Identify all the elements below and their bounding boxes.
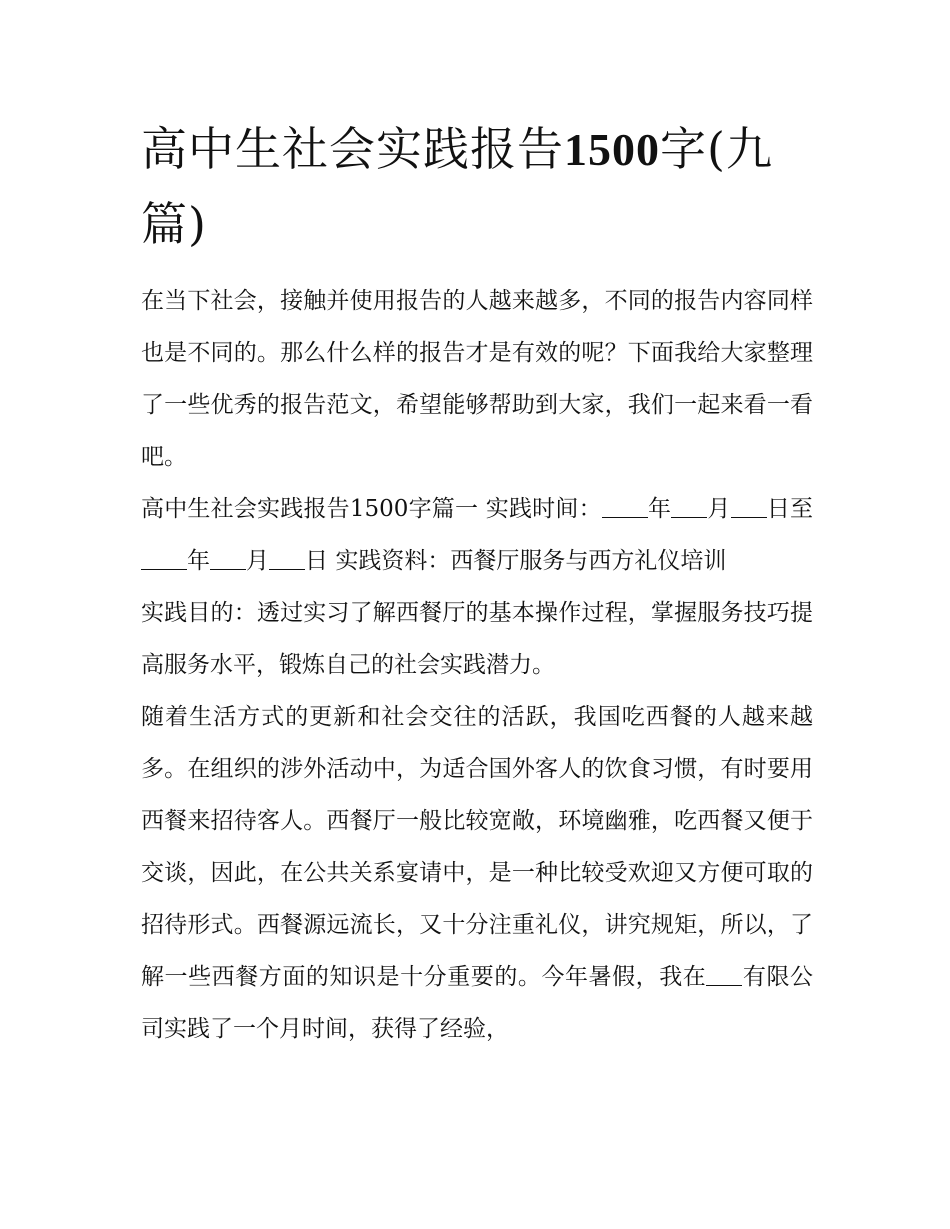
start-day-blank (731, 494, 767, 518)
company-name-blank (706, 962, 742, 986)
end-day-unit: 日 (305, 548, 328, 574)
start-day-unit: 日 (766, 496, 791, 522)
practice-material: 实践资料：西餐厅服务与西方礼仪培训 (335, 548, 727, 574)
section-one-paragraph (141, 483, 813, 587)
start-year-unit: 年 (647, 496, 672, 522)
end-year-blank (141, 546, 187, 570)
title-suffix: 字(九篇) (141, 122, 773, 251)
end-year-unit: 年 (187, 548, 210, 574)
body-text-before-blank: 随着生活方式的更新和社会交往的活跃，我国吃西餐的人越来越多。在组织的涉外活动中，为适合国外客人的饮食习惯，有时要用西餐来招待客人。西餐厅一般比较宽敞，环境幽雅，吃西餐又便于交谈，因此，在公共关系宴请中，是一种比较受欢迎又方便可取的招待形式。西餐源远流长，又十分注重礼仪，讲究规矩，所以，了解一些西餐方面的知识是十分重要的。今年暑假，我在 (141, 704, 813, 990)
start-year-blank (602, 494, 648, 518)
title-number: 1500 (564, 124, 660, 175)
start-month-unit: 月 (707, 496, 731, 522)
range-to: 至 (790, 496, 814, 522)
end-month-unit: 月 (246, 548, 269, 574)
document-title (141, 112, 813, 261)
time-label: 实践时间： (485, 496, 602, 522)
start-month-blank (671, 494, 707, 518)
body-text-after-blank: 有限公司实践了一个月时间，获得了经验， (141, 964, 814, 1042)
end-month-blank (210, 546, 246, 570)
body-paragraph (141, 691, 813, 1055)
title-prefix: 高中生社会实践报告 (141, 122, 564, 176)
section-one-heading: 高中生社会实践报告1500字篇一 (141, 496, 479, 522)
purpose-paragraph: 实践目的：透过实习了解西餐厅的基本操作过程，掌握服务技巧提高服务水平，锻炼自己的社会实践潜力。 (141, 600, 813, 678)
document-content (141, 112, 813, 1055)
end-day-blank (269, 546, 305, 570)
intro-paragraph: 在当下社会，接触并使用报告的人越来越多，不同的报告内容同样也是不同的。那么什么样的报告才是有效的呢？下面我给大家整理了一些优秀的报告范文，希望能够帮助到大家，我们一起来看一看吧。 (141, 288, 813, 470)
